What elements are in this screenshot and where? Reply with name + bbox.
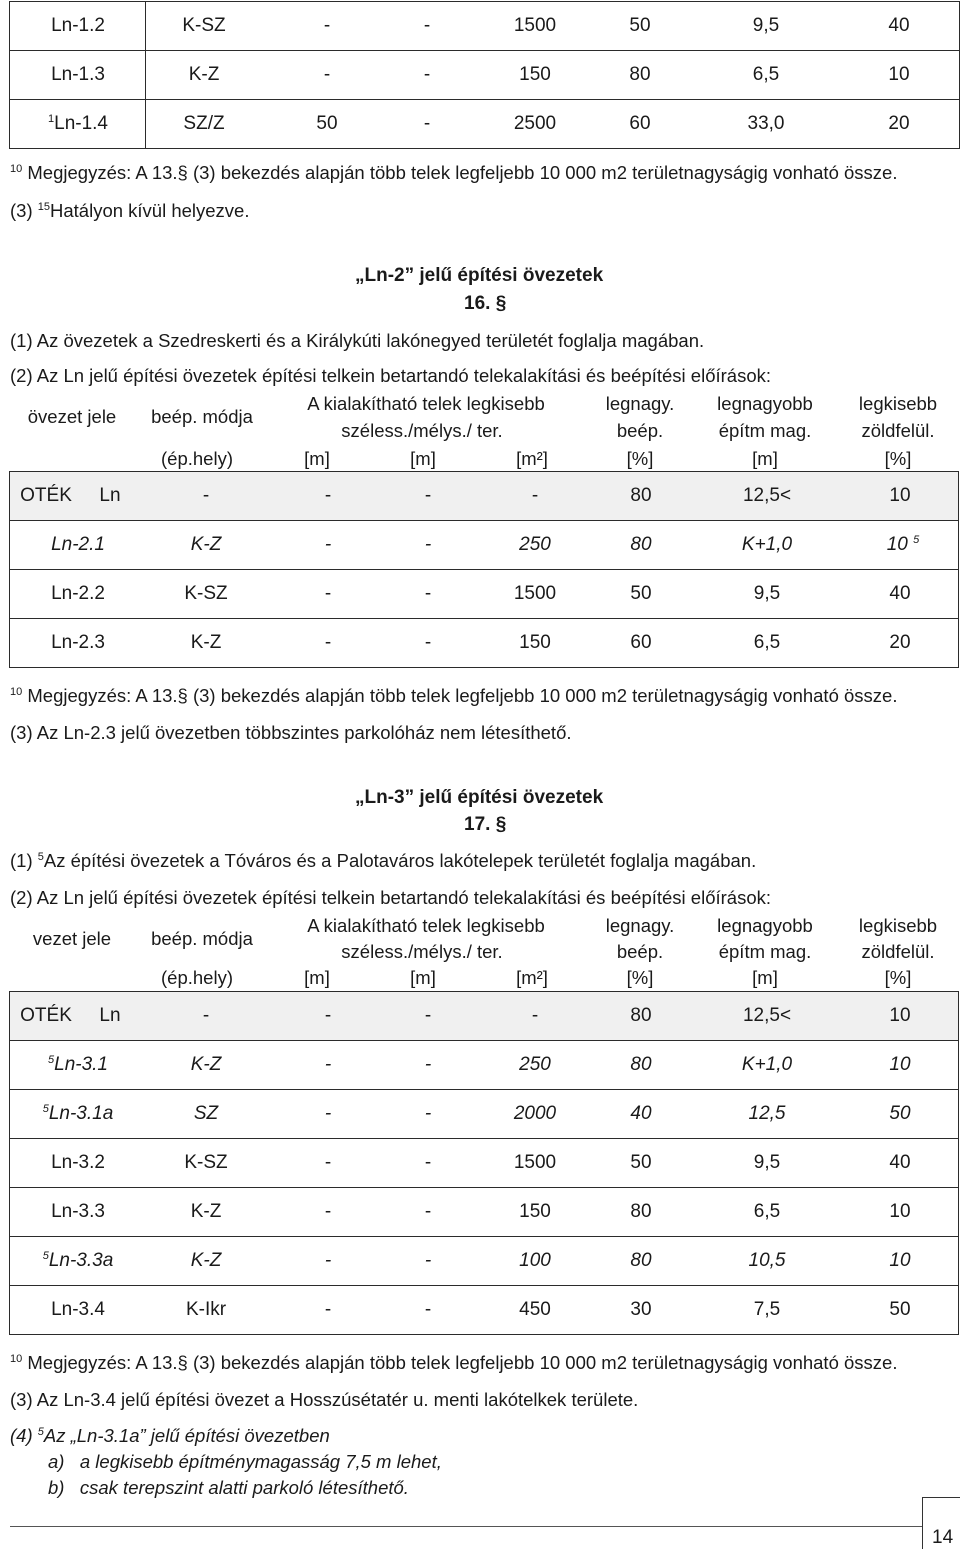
footnote-ref: 5 [42, 1103, 49, 1115]
ln2-zone-table [9, 471, 959, 668]
area-value: 1500 [513, 1152, 557, 1173]
table-row [10, 619, 959, 668]
col-build-mode: beép. módja [151, 406, 253, 427]
table-row [10, 1090, 959, 1139]
height-value: 9,5 [753, 1152, 781, 1173]
build-mode: K-Z [190, 632, 222, 653]
footnote-ref: 5 [48, 1054, 55, 1066]
table-row [10, 1188, 959, 1237]
top-zone-table [9, 1, 960, 149]
coverage-value: 80 [630, 534, 652, 555]
ln3-zone-table [9, 991, 959, 1335]
table-cell [10, 2, 146, 51]
zone-code [48, 113, 108, 135]
footnote-remark [10, 685, 897, 707]
col-height-2: építm mag. [718, 941, 812, 962]
footnote-ref: 10 [10, 1353, 23, 1365]
build-mode: - [202, 1005, 210, 1026]
green-value [887, 534, 920, 556]
col-coverage: legnagy. [605, 915, 675, 936]
col-green-2: zöldfelül. [861, 941, 935, 962]
footnote-ref: 5 [42, 1250, 49, 1262]
green-value: 20 [889, 632, 911, 653]
table-row-otek [10, 992, 959, 1041]
table-row [10, 1237, 959, 1286]
unit-area: [m²] [516, 448, 548, 469]
green-value-text: 10 [886, 534, 908, 555]
paragraph-1 [10, 850, 756, 872]
coverage-value: 60 [629, 113, 651, 134]
unit-depth: [m] [410, 967, 436, 988]
paragraph-number: (4) [10, 1425, 38, 1446]
table-cell [10, 619, 959, 668]
depth-value: - [424, 534, 432, 555]
depth-value: - [423, 113, 431, 134]
table-row [10, 100, 960, 149]
coverage-value: 80 [630, 1005, 652, 1026]
coverage-value: 50 [630, 583, 652, 604]
otek-label: OTÉK [20, 1005, 72, 1026]
footnote-ref: 10 [10, 686, 23, 698]
area-value: 150 [519, 632, 551, 653]
remark-text: Megjegyzés: A 13.§ (3) bekezdés alapján több telek legfeljebb 10 000 m2 területnagyságig vonható össze. [22, 162, 898, 183]
table-row [10, 1139, 959, 1188]
green-value: 40 [889, 1152, 911, 1173]
height-value: 9,5 [752, 15, 780, 36]
section-title-ln3: „Ln-3” jelű építési övezetek [355, 787, 604, 808]
width-value: - [324, 1152, 332, 1173]
list-marker: b) [48, 1477, 65, 1498]
table-row [10, 521, 959, 570]
width-value: - [324, 534, 332, 555]
zone-code: Ln-1.2 [51, 15, 105, 36]
unit-height: [m] [752, 967, 778, 988]
coverage-value: 30 [630, 1299, 652, 1320]
section-number-16: 16. § [464, 293, 507, 314]
footnote-remark [10, 1352, 897, 1374]
height-value: 6,5 [752, 64, 780, 85]
width-value: - [324, 1054, 332, 1075]
area-value: 250 [519, 1054, 551, 1075]
build-mode: K-SZ [184, 1152, 228, 1173]
col-green: legkisebb [858, 915, 938, 936]
paragraph-text: Hatályon kívül helyezve. [50, 200, 250, 221]
paragraph-number: (3) [10, 200, 38, 221]
height-value: 12,5< [742, 1005, 792, 1026]
area-value: - [531, 1005, 539, 1026]
otek-label: OTÉK [20, 485, 72, 506]
table-cell [146, 100, 960, 149]
build-mode: K-Ikr [185, 1299, 227, 1320]
footer-rule [10, 1526, 922, 1527]
paragraph-number: (1) [10, 850, 38, 871]
zone-code [48, 1054, 108, 1076]
area-value: 100 [519, 1250, 551, 1271]
green-value: 10 [889, 1054, 911, 1075]
build-mode: K-SZ [184, 583, 228, 604]
table-cell [146, 51, 960, 100]
unit-area: [m²] [516, 967, 548, 988]
remark-text: Megjegyzés: A 13.§ (3) bekezdés alapján több telek legfeljebb 10 000 m2 területnagyságig vonható össze. [22, 685, 898, 706]
table-row [10, 51, 960, 100]
paragraph-1: (1) Az övezetek a Szedreskerti és a Királykúti lakónegyed területét foglalja magában. [10, 330, 705, 351]
green-value: 40 [888, 15, 910, 36]
width-value: - [324, 1299, 332, 1320]
col-height: legnagyobb [717, 915, 813, 936]
zone-code: Ln-3.3 [51, 1201, 105, 1222]
depth-value: - [424, 485, 432, 506]
col-build-mode: beép. módja [151, 928, 253, 949]
table-cell [10, 1286, 959, 1335]
zone-code: Ln-3.2 [51, 1152, 105, 1173]
green-value: 10 [889, 485, 911, 506]
unit-width: [m] [304, 448, 330, 469]
footnote-ref: 5 [37, 851, 44, 863]
col-zone: vezet jele [32, 928, 112, 949]
width-value: - [324, 1103, 332, 1124]
section-number-17: 17. § [464, 814, 507, 835]
footnote-ref: 10 [10, 163, 23, 175]
depth-value: - [424, 1250, 432, 1271]
zone-code [43, 1250, 114, 1272]
footnote-ref: 1 [48, 113, 55, 125]
height-value: 6,5 [753, 1201, 781, 1222]
list-item [48, 1477, 409, 1499]
zone-code-text: Ln-3.1 [54, 1054, 108, 1075]
build-mode: K-Z [190, 1201, 222, 1222]
green-value: 50 [889, 1103, 911, 1124]
area-value: 1500 [513, 15, 557, 36]
unit-coverage: [%] [626, 448, 654, 469]
depth-value: - [424, 583, 432, 604]
zone-code: Ln-2.3 [51, 632, 105, 653]
paragraph-3: (3) Az Ln-2.3 jelű övezetben többszintes parkolóház nem létesíthető. [10, 722, 572, 743]
depth-value: - [424, 1005, 432, 1026]
unit-green: [%] [884, 448, 912, 469]
zone-code-text: Ln-1.4 [54, 113, 108, 134]
footnote-ref: 5 [913, 534, 920, 546]
width-value: 50 [316, 113, 338, 134]
width-value: - [324, 1005, 332, 1026]
col-build-place: (ép.hely) [161, 967, 233, 988]
zone-code-text: Ln-3.3a [48, 1250, 114, 1271]
height-value: 12,5< [742, 485, 792, 506]
zone-code [43, 1103, 114, 1125]
paragraph-text: Az „Ln-3.1a” jelű építési övezetben [43, 1425, 330, 1446]
green-value: 10 [889, 1250, 911, 1271]
paragraph-2: (2) Az Ln jelű építési övezetek építési telkein betartandó telekalakítási és beépítési előírások: [10, 887, 772, 908]
footnote-ref: 5 [37, 1426, 44, 1438]
build-mode: K-Z [190, 534, 222, 555]
area-value: - [531, 485, 539, 506]
height-value: 7,5 [753, 1299, 781, 1320]
depth-value: - [423, 15, 431, 36]
table-cell [10, 472, 959, 521]
coverage-value: 80 [630, 485, 652, 506]
green-value: 10 [889, 1005, 911, 1026]
width-value: - [324, 1250, 332, 1271]
table-cell [146, 2, 960, 51]
table-cell [10, 521, 959, 570]
unit-coverage: [%] [626, 967, 654, 988]
table-row [10, 570, 959, 619]
col-zone: övezet jele [27, 406, 117, 427]
list-item [48, 1451, 442, 1473]
area-value: 150 [519, 1201, 551, 1222]
zone-code: Ln-1.3 [51, 64, 105, 85]
col-height: legnagyobb [717, 393, 813, 414]
height-value: K+1,0 [741, 534, 793, 555]
depth-value: - [424, 632, 432, 653]
table-row [10, 1041, 959, 1090]
area-value: 1500 [513, 583, 557, 604]
height-value: 6,5 [753, 632, 781, 653]
build-mode: K-Z [188, 64, 220, 85]
zone-code: Ln-3.4 [51, 1299, 105, 1320]
col-group-sub: széless./mélys./ ter. [341, 420, 503, 441]
height-value: 12,5 [748, 1103, 786, 1124]
coverage-value: 50 [629, 15, 651, 36]
col-coverage-2: beép. [616, 941, 664, 962]
zone-code: Ln-2.2 [51, 583, 105, 604]
col-group-title: A kialakítható telek legkisebb [307, 393, 545, 414]
build-mode: K-SZ [182, 15, 226, 36]
area-value: 250 [519, 534, 551, 555]
width-value: - [323, 15, 331, 36]
coverage-value: 80 [629, 64, 651, 85]
depth-value: - [423, 64, 431, 85]
col-group-sub: széless./mélys./ ter. [341, 941, 503, 962]
paragraph-2: (2) Az Ln jelű építési övezetek építési telkein betartandó telekalakítási és beépítési előírások: [10, 365, 772, 386]
depth-value: - [424, 1201, 432, 1222]
zone-code: Ln-2.1 [51, 534, 105, 555]
table-cell [10, 992, 959, 1041]
width-value: - [324, 632, 332, 653]
table-cell [10, 51, 146, 100]
unit-depth: [m] [410, 448, 436, 469]
list-marker: a) [48, 1451, 65, 1472]
otek-zone: Ln [99, 1005, 121, 1026]
area-value: 450 [519, 1299, 551, 1320]
page-number: 14 [932, 1527, 954, 1548]
green-value: 10 [889, 1201, 911, 1222]
depth-value: - [424, 1054, 432, 1075]
list-item-text: a legkisebb építménymagasság 7,5 m lehet, [79, 1451, 442, 1472]
green-value: 40 [889, 583, 911, 604]
footnote-remark [10, 162, 897, 184]
table-cell [10, 1041, 959, 1090]
table-cell [10, 1090, 959, 1139]
table-cell [10, 1237, 959, 1286]
table-row-otek [10, 472, 959, 521]
width-value: - [324, 1201, 332, 1222]
height-value: 9,5 [753, 583, 781, 604]
height-value: 10,5 [748, 1250, 786, 1271]
green-value: 50 [889, 1299, 911, 1320]
depth-value: - [424, 1299, 432, 1320]
depth-value: - [424, 1152, 432, 1173]
build-mode: - [202, 485, 210, 506]
table-cell [10, 1188, 959, 1237]
green-value: 20 [888, 113, 910, 134]
width-value: - [324, 583, 332, 604]
width-value: - [324, 485, 332, 506]
coverage-value: 40 [630, 1103, 652, 1124]
paragraph-4 [10, 1425, 330, 1447]
build-mode: K-Z [190, 1250, 222, 1271]
col-green: legkisebb [858, 393, 938, 414]
unit-width: [m] [304, 967, 330, 988]
table-cell [10, 100, 146, 149]
unit-height: [m] [752, 448, 778, 469]
zone-code-text: Ln-3.1a [48, 1103, 114, 1124]
paragraph-text: Az építési övezetek a Tóváros és a Palotaváros lakótelepek területét foglalja magában. [43, 850, 757, 871]
paragraph-3: (3) Az Ln-3.4 jelű építési övezet a Hosszúsétatér u. menti lakótelkek területe. [10, 1389, 639, 1410]
coverage-value: 80 [630, 1201, 652, 1222]
width-value: - [323, 64, 331, 85]
list-item-text: csak terepszint alatti parkoló létesíthető. [79, 1477, 409, 1498]
unit-green: [%] [884, 967, 912, 988]
col-green-2: zöldfelül. [861, 420, 935, 441]
green-value: 10 [888, 64, 910, 85]
table-cell [10, 1139, 959, 1188]
depth-value: - [424, 1103, 432, 1124]
table-cell [10, 570, 959, 619]
build-mode: SZ/Z [183, 113, 225, 134]
coverage-value: 80 [630, 1054, 652, 1075]
area-value: 2500 [513, 113, 557, 134]
footnote-ref: 15 [37, 201, 50, 213]
table-row [10, 2, 960, 51]
coverage-value: 60 [630, 632, 652, 653]
col-coverage: legnagy. [605, 393, 675, 414]
remark-text: Megjegyzés: A 13.§ (3) bekezdés alapján több telek legfeljebb 10 000 m2 területnagyságig vonható össze. [22, 1352, 898, 1373]
col-build-place: (ép.hely) [161, 448, 233, 469]
otek-zone: Ln [99, 485, 121, 506]
build-mode: SZ [193, 1103, 219, 1124]
height-value: 33,0 [747, 113, 785, 134]
area-value: 2000 [513, 1103, 557, 1124]
col-group-title: A kialakítható telek legkisebb [307, 915, 545, 936]
section-title-ln2: „Ln-2” jelű építési övezetek [355, 265, 604, 286]
area-value: 150 [519, 64, 551, 85]
col-coverage-2: beép. [616, 420, 664, 441]
build-mode: K-Z [190, 1054, 222, 1075]
coverage-value: 50 [630, 1152, 652, 1173]
col-height-2: építm mag. [718, 420, 812, 441]
table-row [10, 1286, 959, 1335]
paragraph-3-repealed [10, 200, 250, 222]
coverage-value: 80 [630, 1250, 652, 1271]
height-value: K+1,0 [741, 1054, 793, 1075]
